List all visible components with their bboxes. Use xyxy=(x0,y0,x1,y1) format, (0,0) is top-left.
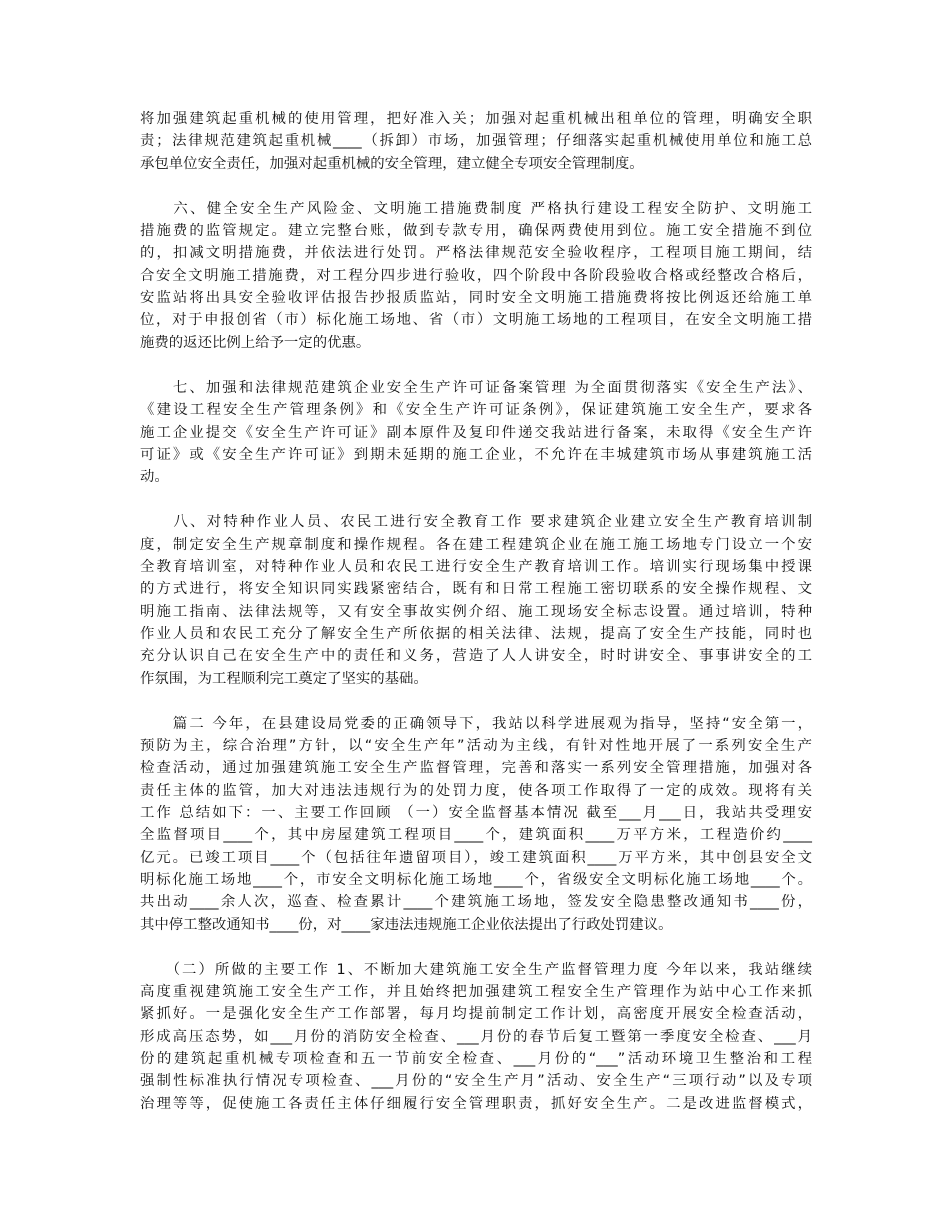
text-line: 位，对于申报创省（市）标化施工场地、省（市）文明施工场地的工程项目，在安全文明施工措 xyxy=(140,312,812,329)
text-line: 将加强建筑起重机械的使用管理，把好准入关；加强对起重机械出租单位的管理，明确安全职 xyxy=(140,111,812,127)
text-line: 七、加强和法律规范建筑企业安全生产许可证备案管理 为全面贯彻落实《安全生产法》、 xyxy=(140,379,812,396)
text-line: 《建设工程安全生产管理条例》和《安全生产许可证条例》，保证建筑施工安全生产，要求各 xyxy=(140,402,812,419)
text-line: 措施费的监管规定。建立完整台账，做到专款专用，确保两费使用到位。施工安全措施不到位 xyxy=(140,223,812,240)
text-line: 明标化施工场地____个，市安全文明标化施工场地____个，省级安全文明标化施工场地____个。 xyxy=(140,871,812,888)
text-line: 责；法律规范建筑起重机械____（拆卸）市场，加强管理；仔细落实起重机械使用单位和施工总 xyxy=(140,133,812,150)
text-line: 施工企业提交《安全生产许可证》副本原件及复印件递交我站进行备案，未取得《安全生产许 xyxy=(140,424,812,441)
text-line: 治理等等，促使施工各责任主体仔细履行安全管理职责，抓好安全生产。二是改进监督模式， xyxy=(140,1095,812,1112)
text-line: 共出动____余人次，巡查、检查累计____个建筑施工场地，签发安全隐患整改通知书____份， xyxy=(140,894,812,911)
text-line: 预防为主，综合治理”方针，以“安全生产年”活动为主线，有针对性地开展了一系列安全生产 xyxy=(140,738,812,755)
paragraph-section-6 xyxy=(140,198,812,354)
text-line: 六、健全安全生产风险金、文明施工措施费制度 严格执行建设工程安全防护、文明施工 xyxy=(140,200,812,217)
text-line: 作氛围，为工程顺利完工奠定了坚实的基础。 xyxy=(140,670,428,687)
text-line: 其中停工整改通知书____份，对____家违法违规施工企业依法提出了行政处罚建议。 xyxy=(140,916,673,933)
text-line: 的，扣减文明措施费，并依法进行处罚。严格法律规范安全验收程序，工程项目施工期间，结 xyxy=(140,245,812,262)
text-line: 施费的返还比例上给予一定的优惠。 xyxy=(140,334,371,351)
paragraph-section-7 xyxy=(140,377,812,488)
text-line: （二）所做的主要工作 1、不断加大建筑施工安全生产监督管理力度 今年以来，我站继续 xyxy=(140,961,812,978)
text-line: 份的建筑起重机械专项检查和五一节前安全检查、___月份的“___”活动环境卫生整治和工程 xyxy=(140,1050,812,1067)
text-line: 全监督项目____个，其中房屋建筑工程项目____个，建筑面积____万平方米，工程造价约____ xyxy=(140,827,812,844)
text-line: 工作 总结如下：一、主要工作回顾 （一）安全监督基本情况 截至___月___日，我站共受理安 xyxy=(140,805,812,822)
text-line: 度，制定安全生产规章制度和操作规程。各在建工程建筑企业在施工施工场地专门设立一个安 xyxy=(140,536,812,553)
paragraph-main-work xyxy=(140,959,812,1115)
text-line: 亿元。已竣工项目____个（包括往年遗留项目），竣工建筑面积____万平方米，其中创县安全文 xyxy=(140,849,812,866)
text-line: 责任主体的监管，加大对违法违规行为的处罚力度，使各项工作取得了一定的成效。现将有关 xyxy=(140,782,812,799)
text-line: 明施工指南、法律法规等，又有安全事故实例介绍、施工现场安全标志设置。通过培训，特种 xyxy=(140,603,812,620)
paragraph-section-8 xyxy=(140,511,812,689)
paragraph-crane-management xyxy=(140,108,812,175)
text-line: 合安全文明施工措施费，对工程分四步进行验收，四个阶段中各阶段验收合格或经整改合格后， xyxy=(140,267,812,284)
text-line: 可证》或《安全生产许可证》到期未延期的施工企业，不允许在丰城建筑市场从事建筑施工活 xyxy=(140,446,812,463)
text-line: 八、对特种作业人员、农民工进行安全教育工作 要求建筑企业建立安全生产教育培训制 xyxy=(140,514,812,531)
text-line: 强制性标准执行情况专项检查、___月份的“安全生产月”活动、安全生产“三项行动”以及专项 xyxy=(140,1073,812,1090)
text-line: 充分认识自己在安全生产中的责任和义务，营造了人人讲安全，时时讲安全、事事讲安全的工 xyxy=(140,648,812,665)
text-line: 作业人员和农民工充分了解安全生产所依据的相关法律、法规，提高了安全生产技能，同时也 xyxy=(140,625,812,642)
text-line: 检查活动，通过加强建筑施工安全生产监督管理，完善和落实一系列安全管理措施，加强对各 xyxy=(140,760,812,777)
text-line: 动。 xyxy=(140,469,169,486)
text-line: 篇二 今年，在县建设局党委的正确领导下，我站以科学进展观为指导，坚持“安全第一， xyxy=(140,715,812,732)
text-line: 的方式进行，将安全知识同实践紧密结合，既有和日常工程施工密切联系的安全操作规程、文 xyxy=(140,581,812,598)
text-line: 形成高压态势，如___月份的消防安全检查、___月份的春节后复工暨第一季度安全检查、___月 xyxy=(140,1028,812,1045)
text-line: 紧抓好。一是强化安全生产工作部署，每月均提前制定工作计划，高密度开展安全检查活动， xyxy=(140,1006,812,1023)
text-line: 高度重视建筑施工安全生产工作，并且始终把加强建筑工程安全生产管理作为站中心工作来抓 xyxy=(140,984,812,1001)
paragraph-part-2 xyxy=(140,713,812,936)
text-line: 全教育培训室，对特种作业人员和农民工进行安全生产教育培训工作。培训实行现场集中授课 xyxy=(140,559,812,576)
text-line: 承包单位安全责任，加强对起重机械的安全管理，建立健全专项安全管理制度。 xyxy=(140,155,644,172)
text-line: 安监站将出具安全验收评估报告抄报质监站，同时安全文明施工措施费将按比例返还给施工单 xyxy=(140,290,812,307)
document-page xyxy=(140,108,812,1138)
